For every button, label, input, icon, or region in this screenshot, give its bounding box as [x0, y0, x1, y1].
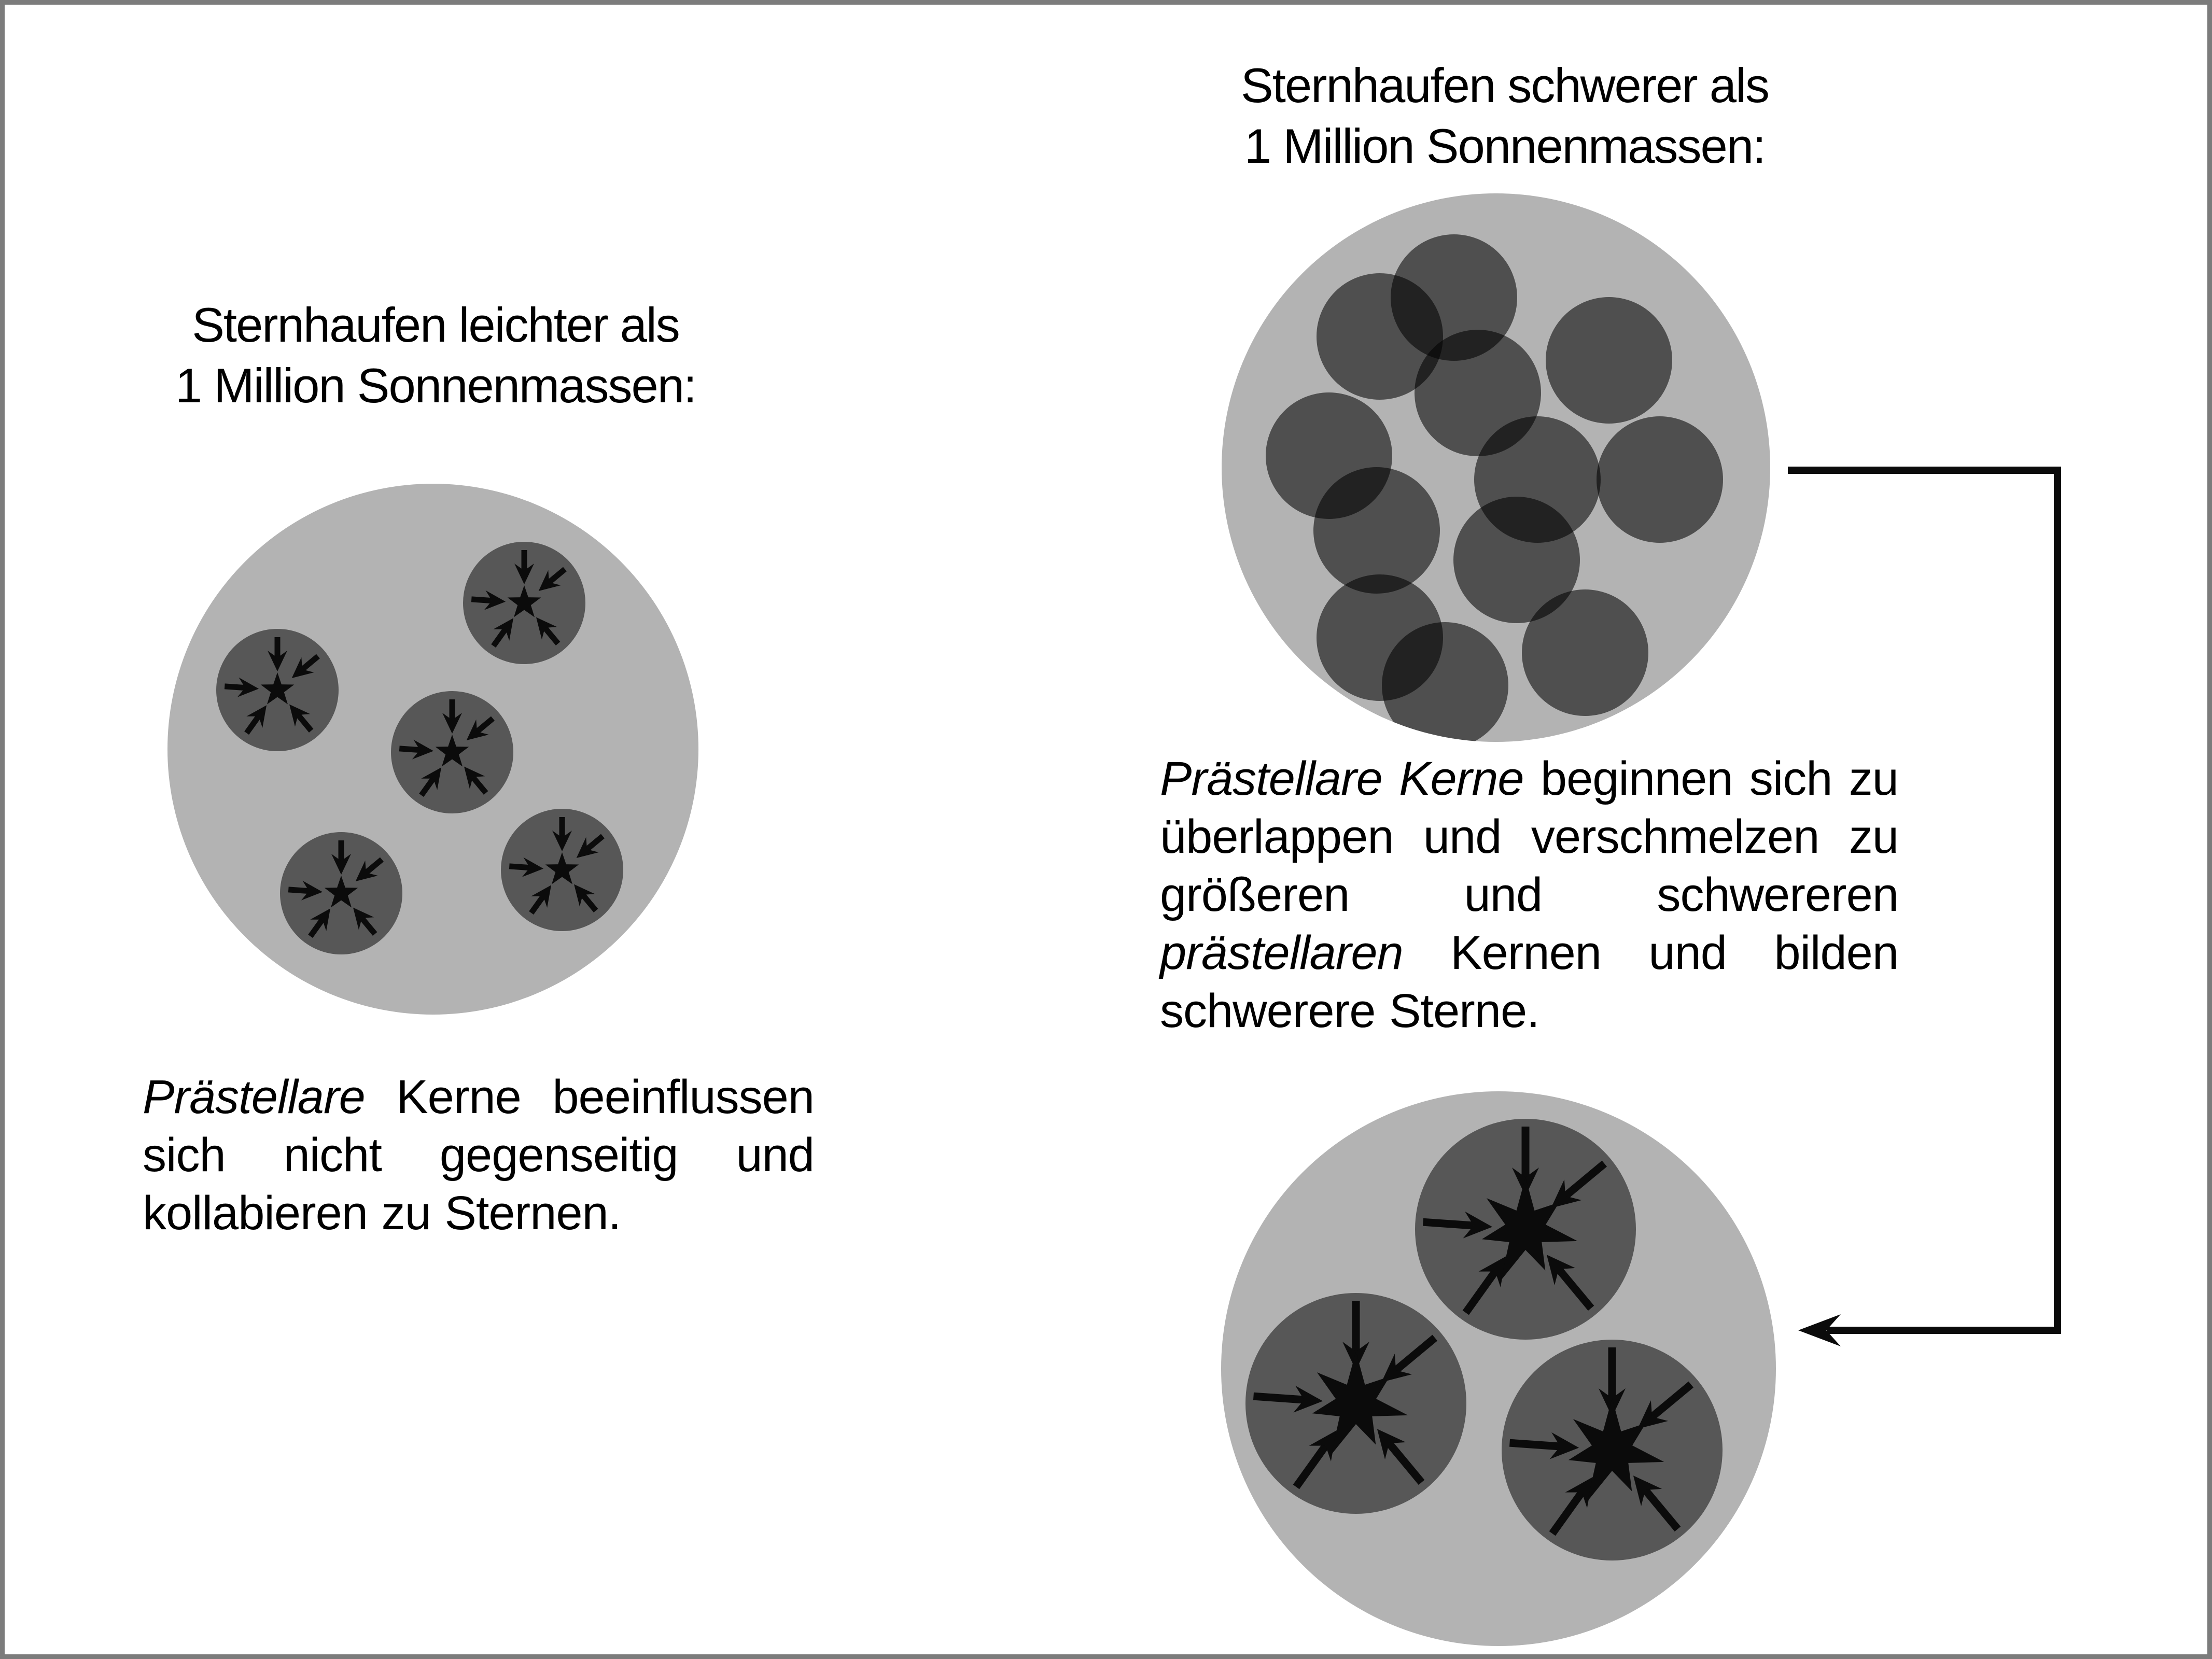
word: bilden: [1774, 926, 1898, 979]
infall-arrow-shaft: [471, 599, 492, 601]
prestellar-core-group: [216, 629, 339, 751]
infall-arrow-shaft: [509, 866, 530, 868]
word-italic: prästellaren: [1160, 926, 1403, 979]
merged-cluster-diagram: [1219, 1089, 1784, 1654]
right-cluster-title: [1207, 55, 1803, 176]
right-title-line-2: 1 Million Sonnenmassen:: [1244, 119, 1766, 173]
word: und: [736, 1129, 814, 1182]
paragraph-line: [143, 1126, 814, 1184]
prestellar-core-blob: [1382, 622, 1508, 747]
left-title-line-1: Sternhaufen leichter als: [192, 298, 679, 352]
word: gegenseitig: [439, 1129, 678, 1182]
paragraph-line: [143, 1184, 814, 1242]
word: zu: [381, 1187, 431, 1240]
word: verschmelzen: [1531, 810, 1819, 863]
word: zu: [1849, 810, 1898, 863]
paragraph-line: [143, 1068, 814, 1126]
word: überlappen: [1160, 810, 1394, 863]
prestellar-core-group: [391, 691, 513, 813]
flow-arrowhead-icon: [1798, 1314, 1841, 1346]
right-title-line-1: Sternhaufen schwerer als: [1241, 58, 1769, 113]
prestellar-core-group: [1502, 1340, 1723, 1560]
infall-arrow-shaft: [1423, 1222, 1473, 1226]
word: schwerere: [1160, 985, 1376, 1037]
prestellar-core-blob: [1597, 416, 1723, 543]
paragraph-line: [1160, 750, 1898, 808]
paragraph-line: [1160, 808, 1898, 866]
word: und: [1423, 810, 1502, 863]
prestellar-core-group: [463, 542, 585, 664]
light-cluster-diagram: [156, 472, 713, 1029]
infall-arrow-shaft: [1509, 1443, 1560, 1446]
word: Sternen.: [444, 1187, 621, 1240]
word: beginnen: [1540, 752, 1733, 805]
word-italic: Prästellare: [143, 1071, 365, 1123]
word: schwereren: [1657, 868, 1898, 921]
prestellar-core-blob: [1522, 589, 1648, 716]
prestellar-core-blob: [1546, 297, 1672, 424]
word: sich: [143, 1129, 226, 1182]
word: Kerne: [396, 1071, 521, 1123]
infall-arrow-shaft: [225, 686, 245, 688]
left-title-line-2: 1 Million Sonnenmassen:: [175, 358, 696, 413]
heavy-cluster-diagram: [1219, 187, 1779, 747]
prestellar-core-group: [280, 832, 402, 954]
word-italic: Kerne: [1399, 752, 1524, 805]
prestellar-core-group: [1245, 1293, 1466, 1514]
word: sich: [1749, 752, 1832, 805]
word: Sterne.: [1389, 985, 1539, 1037]
word: zu: [1849, 752, 1898, 805]
right-paragraph: [1160, 750, 1898, 1040]
left-paragraph: [143, 1068, 814, 1242]
left-cluster-title: [150, 294, 721, 416]
word: kollabieren: [143, 1187, 368, 1240]
paragraph-line: [1160, 982, 1898, 1040]
infall-arrow-shaft: [1253, 1396, 1304, 1400]
paragraph-line: [1160, 866, 1898, 924]
word: nicht: [283, 1129, 382, 1182]
prestellar-core-group: [1415, 1119, 1636, 1340]
word: und: [1464, 868, 1543, 921]
infall-arrow-shaft: [399, 749, 420, 750]
infall-arrow-shaft: [288, 890, 309, 891]
word: und: [1648, 926, 1727, 979]
paragraph-line: [1160, 924, 1898, 982]
word-italic: Prästellare: [1160, 752, 1382, 805]
word: größeren: [1160, 868, 1350, 921]
prestellar-core-group: [501, 809, 623, 931]
word: Kernen: [1450, 926, 1601, 979]
word: beeinflussen: [552, 1071, 814, 1123]
